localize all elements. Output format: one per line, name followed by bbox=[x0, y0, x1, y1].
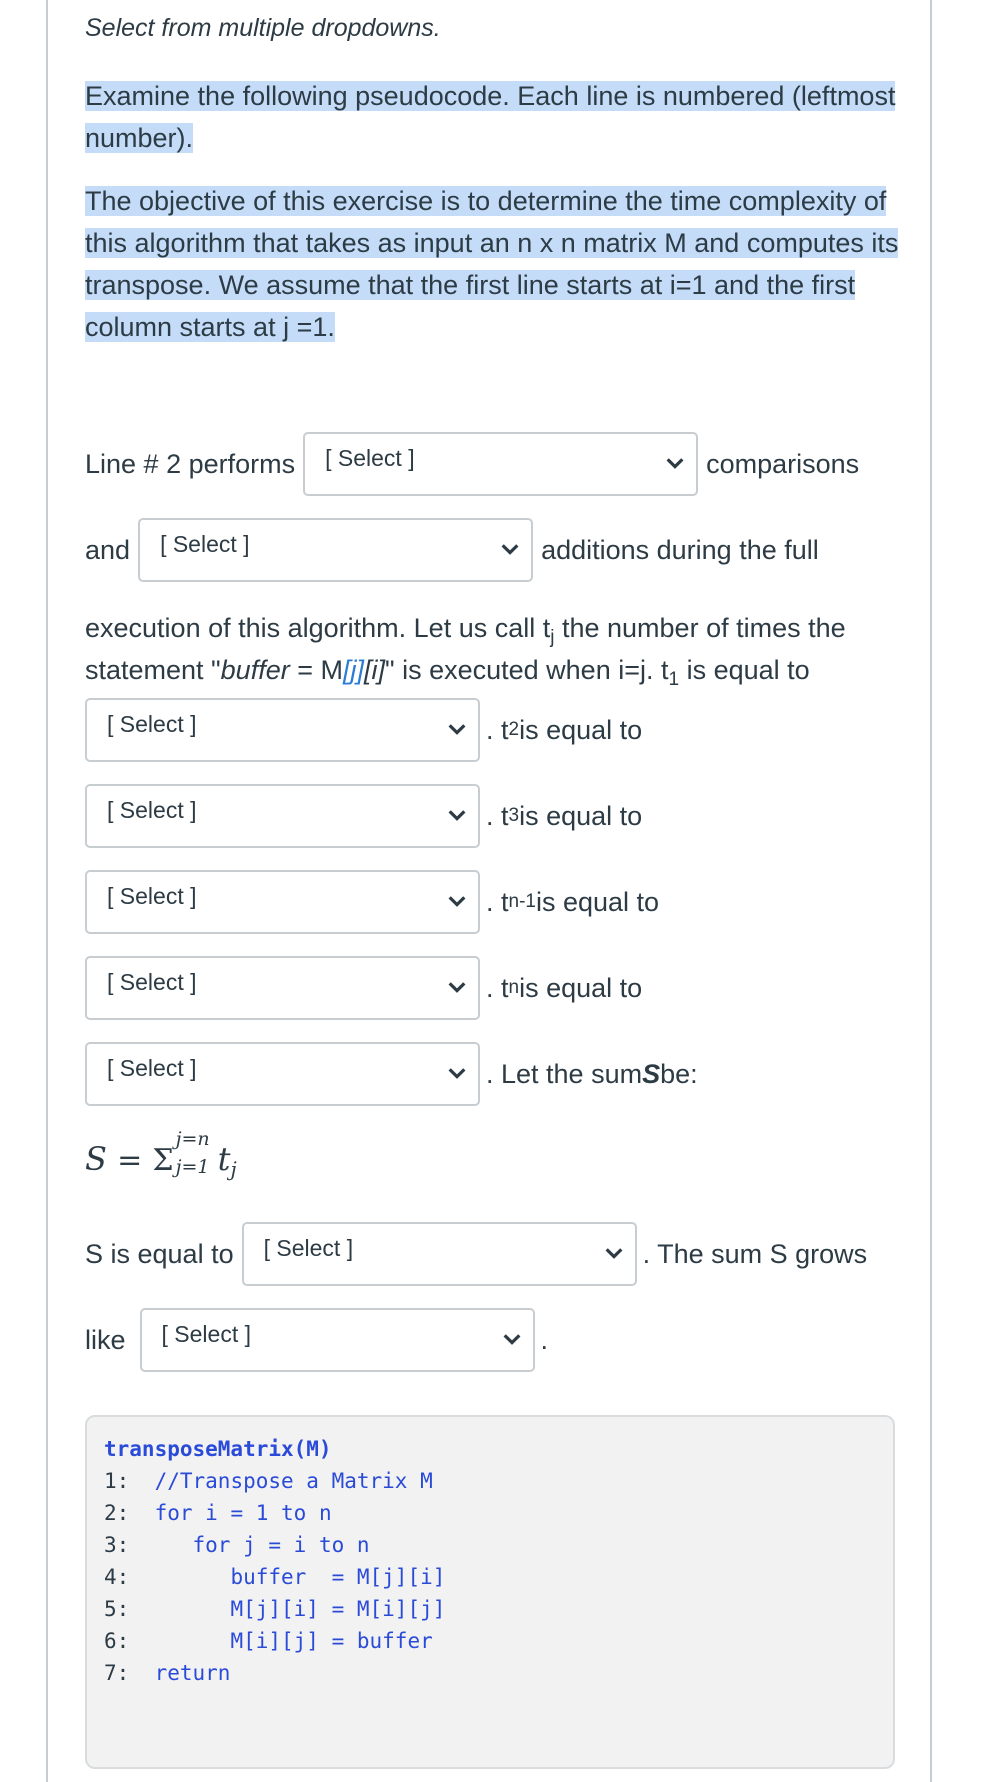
formula-term-sub: j bbox=[230, 1157, 237, 1181]
period: . bbox=[540, 1324, 549, 1355]
let-sum-pre: . Let the sum bbox=[486, 1058, 643, 1089]
s-equal-label: S is equal to bbox=[85, 1238, 234, 1269]
row-tn bbox=[85, 1042, 698, 1106]
row-t3: [ Select ] . t n-1 is equal to bbox=[85, 870, 659, 934]
select-label: [ Select ] bbox=[107, 969, 197, 995]
pseudocode-box bbox=[85, 1415, 895, 1769]
row-s-equal bbox=[85, 1222, 867, 1286]
instructions: Select from multiple dropdowns. bbox=[85, 14, 441, 42]
row-line2 bbox=[85, 432, 859, 496]
chevron-down-icon bbox=[446, 890, 468, 912]
let-sum-s: S bbox=[642, 1058, 661, 1089]
code-line-text: for i = 1 to n bbox=[129, 1501, 332, 1525]
formula-sigma: Σ bbox=[152, 1143, 174, 1178]
code-line-text: return bbox=[129, 1661, 231, 1685]
select-label: [ Select ] bbox=[107, 711, 197, 737]
statement-eq: = M bbox=[289, 655, 343, 685]
chevron-down-icon bbox=[446, 804, 468, 826]
statement-pre: statement " bbox=[85, 655, 221, 685]
code-line-number: 3: bbox=[104, 1533, 130, 1557]
formula-limits bbox=[174, 1127, 218, 1182]
select-label: [ Select ] bbox=[107, 1055, 197, 1081]
formula-lower: j=1 bbox=[175, 1155, 210, 1178]
select-t1[interactable] bbox=[85, 698, 480, 762]
code-title: transposeMatrix(M) bbox=[104, 1437, 332, 1461]
chevron-down-icon bbox=[603, 1242, 625, 1264]
code-line bbox=[104, 1497, 445, 1529]
code-line-text: M[j][i] = M[i][j] bbox=[129, 1597, 446, 1621]
code-line-number: 4: bbox=[104, 1565, 130, 1589]
statement-post: " is executed when i=j. t bbox=[385, 655, 669, 685]
let-sum-post: be: bbox=[660, 1058, 698, 1089]
paragraph-intro bbox=[85, 75, 905, 159]
code-line bbox=[104, 1593, 445, 1625]
select-growth[interactable] bbox=[140, 1308, 535, 1372]
code-line-number: 6: bbox=[104, 1629, 130, 1653]
is-equal-to: is equal to bbox=[679, 655, 810, 685]
row-t2: [ Select ] . t 3 is equal to bbox=[85, 784, 642, 848]
chevron-down-icon bbox=[446, 976, 468, 998]
formula-upper: j=n bbox=[175, 1127, 210, 1150]
execution-text: execution of this algorithm. Let us call t bbox=[85, 613, 551, 643]
statement-line bbox=[85, 649, 810, 691]
is-equal-to: is equal to bbox=[535, 886, 660, 917]
comparisons-label: comparisons bbox=[706, 448, 860, 479]
select-t-n[interactable] bbox=[85, 1042, 480, 1106]
sum-grows-label: . The sum S grows bbox=[642, 1238, 868, 1269]
paragraph-objective bbox=[85, 180, 905, 348]
code-line-number: 2: bbox=[104, 1501, 130, 1525]
chevron-down-icon bbox=[664, 452, 686, 474]
tn-prefix: . t bbox=[486, 972, 509, 1003]
select-label: [ Select ] bbox=[325, 445, 415, 471]
row-tnm1: [ Select ] . t n is equal to bbox=[85, 956, 642, 1020]
paragraph-objective-text: The objective of this exercise is to determine the time complexity of this algorithm that takes as input an n x n matrix M and computes its transpose. We assume that the first line starts at i=1 and the first column starts at j =1. bbox=[85, 186, 899, 342]
select-t-n-minus-1[interactable] bbox=[85, 956, 480, 1020]
is-equal-to: is equal to bbox=[519, 714, 643, 745]
select-label: [ Select ] bbox=[161, 1321, 251, 1347]
code-line-text: buffer = M[j][i] bbox=[129, 1565, 446, 1589]
statement-buffer: buffer bbox=[220, 655, 290, 685]
additions-label: additions during the full bbox=[541, 534, 819, 565]
and-label: and bbox=[85, 534, 131, 565]
select-label: [ Select ] bbox=[107, 797, 197, 823]
formula-lhs: S bbox=[85, 1140, 107, 1178]
statement-i: [i] bbox=[363, 655, 385, 685]
is-equal-to: is equal to bbox=[519, 800, 643, 831]
chevron-down-icon bbox=[501, 1328, 523, 1350]
select-s-equal[interactable] bbox=[242, 1222, 637, 1286]
code-line-number: 1: bbox=[104, 1469, 130, 1493]
select-label: [ Select ] bbox=[263, 1235, 354, 1261]
code-line-text: //Transpose a Matrix M bbox=[129, 1469, 433, 1493]
t3-prefix: . t bbox=[486, 800, 509, 831]
row-like bbox=[85, 1308, 548, 1372]
formula-eq: = bbox=[117, 1143, 143, 1178]
select-label: [ Select ] bbox=[107, 883, 197, 909]
t2-prefix: . t bbox=[486, 714, 509, 745]
select-line2-comparisons[interactable] bbox=[303, 432, 698, 496]
code-line bbox=[104, 1625, 445, 1657]
code-line-number: 5: bbox=[104, 1597, 130, 1621]
code-line bbox=[104, 1529, 445, 1561]
like-label: like bbox=[85, 1324, 126, 1355]
code-line-text: for j = i to n bbox=[129, 1533, 370, 1557]
code-line bbox=[104, 1561, 445, 1593]
code-line bbox=[104, 1657, 445, 1689]
pseudocode bbox=[104, 1433, 445, 1689]
chevron-down-icon bbox=[446, 718, 468, 740]
chevron-down-icon bbox=[446, 1062, 468, 1084]
formula-term: t bbox=[217, 1140, 231, 1178]
code-line bbox=[104, 1465, 445, 1497]
sub-1: 1 bbox=[668, 669, 680, 690]
paragraph-intro-text: Examine the following pseudocode. Each line is numbered (leftmost number). bbox=[85, 81, 896, 153]
select-line2-additions[interactable] bbox=[138, 518, 533, 582]
tnm1-prefix: . t bbox=[486, 886, 509, 917]
sum-formula bbox=[85, 1127, 237, 1182]
code-line-text: M[i][j] = buffer bbox=[129, 1629, 433, 1653]
select-t3[interactable] bbox=[85, 870, 480, 934]
line2-label: Line # 2 performs bbox=[85, 448, 296, 479]
the-number-text: the number of times the bbox=[554, 613, 846, 643]
execution-line bbox=[85, 607, 846, 649]
row-t1: [ Select ] . t 2 is equal to bbox=[85, 698, 642, 762]
is-equal-to: is equal to bbox=[519, 972, 643, 1003]
row-additions bbox=[85, 518, 819, 582]
select-label: [ Select ] bbox=[160, 531, 250, 557]
chevron-down-icon bbox=[499, 538, 521, 560]
sub-j: j bbox=[550, 627, 555, 648]
statement-j: [j] bbox=[342, 655, 364, 685]
select-t2[interactable] bbox=[85, 784, 480, 848]
code-line-number: 7: bbox=[104, 1661, 130, 1685]
